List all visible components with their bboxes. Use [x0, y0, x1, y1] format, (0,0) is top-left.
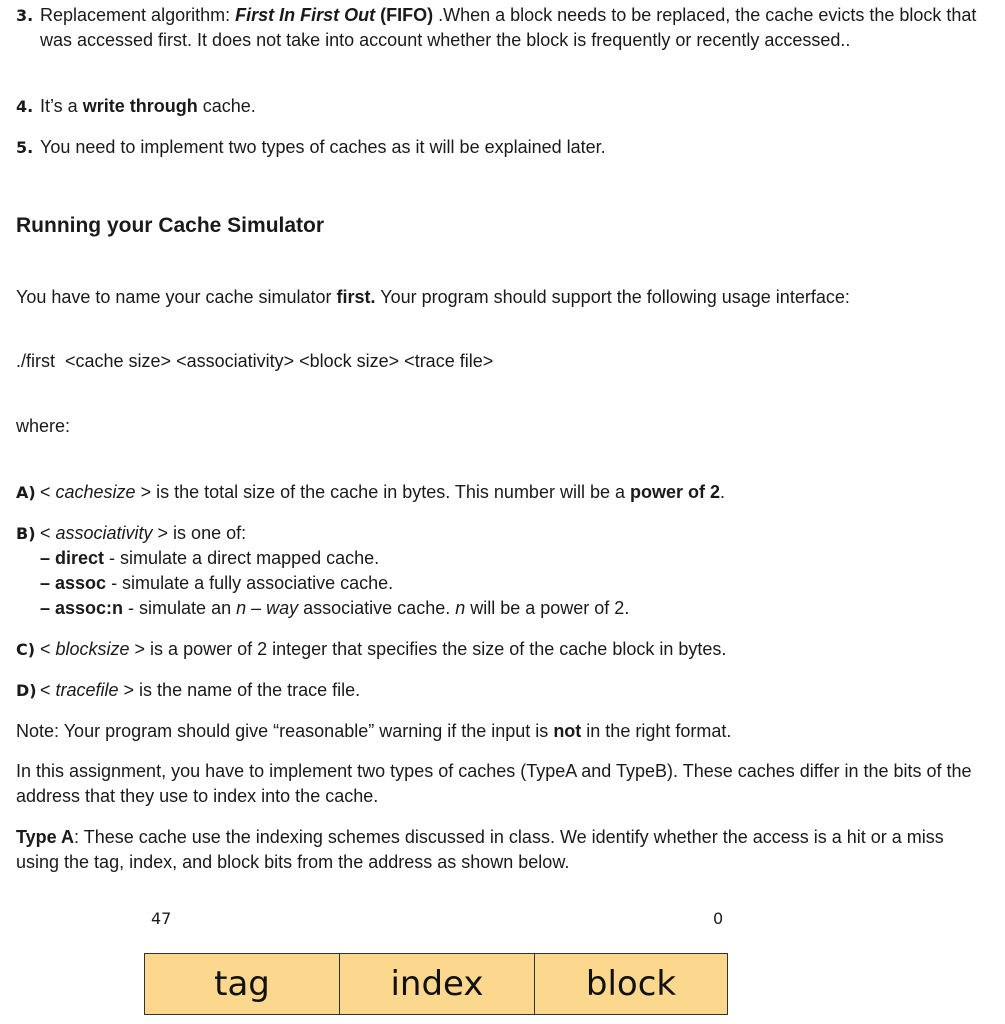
index-field: index — [339, 953, 535, 1015]
write-through-term: write through — [82, 96, 198, 116]
param-name: blocksize — [55, 639, 130, 659]
param-c — [16, 637, 1000, 662]
type-a-label: Type A — [16, 827, 75, 847]
option-assoc-n — [40, 596, 1000, 621]
option-desc: - simulate a fully associative cache. — [106, 573, 394, 593]
param-label: B) — [16, 524, 36, 543]
param-b — [16, 521, 1000, 621]
note-text-2: in the right format. — [581, 721, 732, 741]
item-text: You need to implement two types of caches as it will be explained later. — [40, 137, 606, 157]
param-label: C) — [16, 640, 36, 659]
param-name: cachesize — [55, 482, 136, 502]
section-heading: Running your Cache Simulator — [16, 214, 325, 237]
bracket: < — [40, 680, 56, 700]
item-text-2: .When a block needs to be replaced, the cache evicts the block that was accessed first. It does not take into account whether the block is frequently or recently accessed.. — [40, 5, 977, 50]
low-bit-label: 0 — [713, 909, 724, 928]
bracket: < — [40, 523, 56, 543]
period: . — [720, 482, 726, 502]
high-bit-label: 47 — [151, 909, 172, 928]
item-text-2: cache. — [197, 96, 256, 116]
item-text: It’s a — [40, 96, 83, 116]
bracket: < — [40, 639, 56, 659]
not-emphasis: not — [553, 721, 582, 741]
naming-text-2: Your program should support the following usage interface: — [375, 287, 850, 307]
math-n-way: n – way — [236, 598, 299, 618]
list-item-4 — [16, 94, 1000, 119]
math-n: n — [455, 598, 466, 618]
tag-field: tag — [144, 953, 340, 1015]
param-desc: > is the total size of the cache in bytes. This number will be a — [135, 482, 630, 502]
param-a — [16, 480, 1000, 505]
param-d — [16, 678, 1000, 703]
option-desc: - simulate an — [123, 598, 237, 618]
power-of-2: power of 2 — [629, 482, 720, 502]
item-text: Replacement algorithm: — [40, 5, 236, 25]
option-desc-3: will be a power of 2. — [465, 598, 630, 618]
option-key: – assoc:n — [40, 598, 124, 618]
option-direct — [40, 546, 1000, 571]
list-item-5 — [16, 135, 1000, 160]
item-number: 4. — [16, 97, 34, 116]
type-a-paragraph — [16, 825, 976, 875]
naming-text: You have to name your cache simulator — [16, 287, 337, 307]
usage-line: ./first <cache size> <associativity> <block size> <trace file> — [16, 351, 494, 371]
param-label: D) — [16, 681, 37, 700]
param-name: tracefile — [55, 680, 119, 700]
assignment-paragraph: In this assignment, you have to implement two types of caches (TypeA and TypeB). These caches differ in the bits of the address that they use to index into the cache. — [16, 761, 972, 806]
fifo-term: First In First Out — [235, 5, 376, 25]
option-key: – assoc — [40, 573, 107, 593]
param-desc: > is the name of the trace file. — [118, 680, 361, 700]
where-label: where: — [16, 416, 71, 436]
param-desc: > is a power of 2 integer that specifies the size of the cache block in bytes. — [129, 639, 727, 659]
param-desc: > is one of: — [152, 523, 247, 543]
option-desc: - simulate a direct mapped cache. — [104, 548, 380, 568]
program-name: first. — [336, 287, 376, 307]
bracket: < — [40, 482, 56, 502]
note-text: Note: Your program should give “reasonable” warning if the input is — [16, 721, 554, 741]
fifo-abbr: (FIFO) — [375, 5, 434, 25]
list-item-3 — [16, 3, 1000, 53]
type-a-text: : These cache use the indexing schemes discussed in class. We identify whether the access is a hit or a miss using the tag, index, and block bits from the address as shown below. — [16, 827, 944, 872]
option-assoc — [40, 571, 1000, 596]
naming-paragraph — [16, 285, 976, 310]
note-paragraph — [16, 719, 976, 744]
item-number: 5. — [16, 138, 34, 157]
param-name: associativity — [55, 523, 153, 543]
block-field: block — [534, 953, 728, 1015]
item-number: 3. — [16, 6, 34, 25]
option-desc-2: associative cache. — [298, 598, 456, 618]
option-key: – direct — [40, 548, 105, 568]
param-label: A) — [16, 483, 36, 502]
